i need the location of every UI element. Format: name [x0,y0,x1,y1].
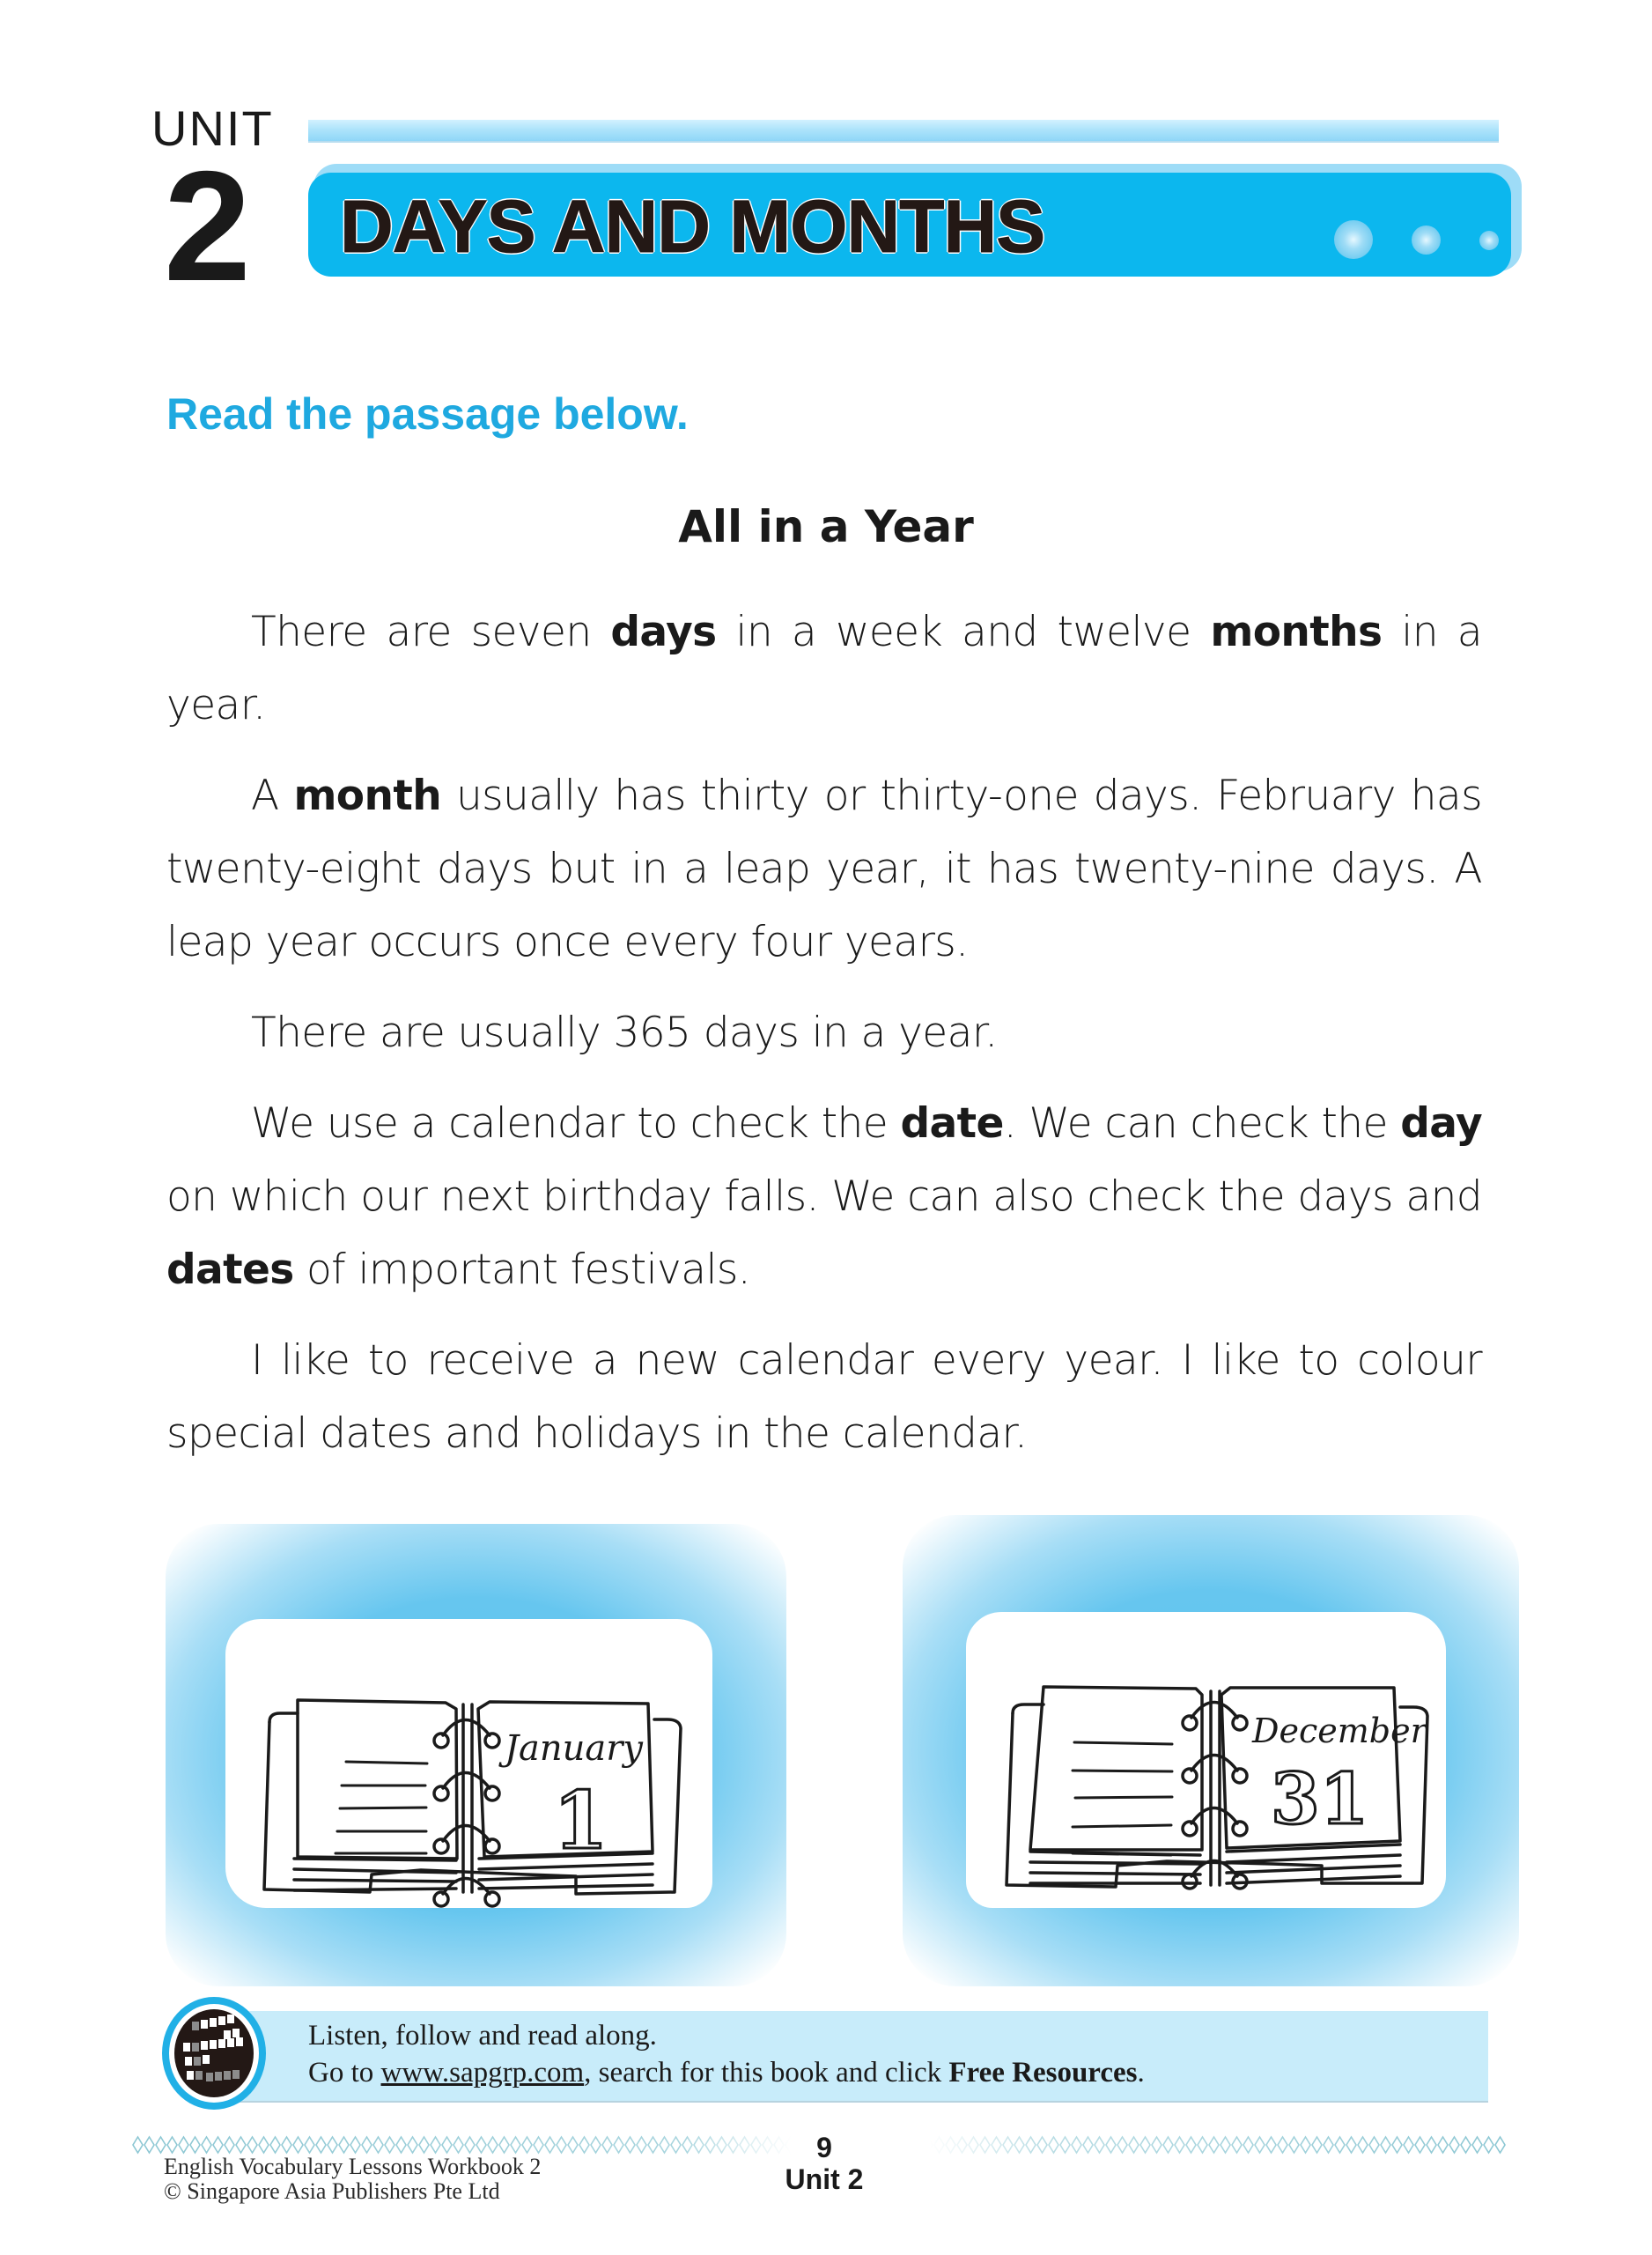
calendar-illustration-december [903,1515,1519,1986]
audio-code-icon-inner [174,2009,254,2097]
passage-paragraph [166,996,1482,1069]
passage-text: There are usually 365 days in a year. [251,1009,998,1057]
barcode-icon [174,2009,254,2097]
passage-text: A [251,772,294,820]
unit-number: 2 [164,138,251,314]
footer-publication-info [164,2155,541,2204]
passage-text: There are seven [251,608,611,656]
audio-line-1: Listen, follow and read along. [308,2020,657,2052]
footer-unit-label: Unit 2 [785,2163,864,2195]
open-calendar-icon [903,1515,1519,1986]
unit-title: DAYS AND MONTHS [340,185,1045,268]
instruction-text: Read the passage below. [166,389,689,439]
calendar-month-january: January [505,1728,643,1769]
passage-text: usually has thirty or thirty-one days. February has twenty-eight days but in a leap year, it has twenty-nine days. A leap year occurs once every four years. [166,772,1482,966]
passage-text: I like to receive a new calendar every year. I like to colour special dates and holidays in the calendar. [166,1336,1482,1458]
vocabulary-word: dates [166,1246,294,1294]
passage-body [166,595,1482,1470]
vocabulary-word: days [610,608,717,656]
audio-line-2-suffix: . [1137,2057,1145,2089]
passage-paragraph [166,759,1482,979]
audio-instructions [308,2017,1145,2091]
passage-paragraph [166,595,1482,742]
calendar-day-31: 31 [1271,1757,1369,1840]
audio-line-2-middle: , search for this book and click [584,2057,949,2089]
passage-title [0,499,1652,555]
passage-text: of important festivals. [293,1246,751,1294]
open-calendar-icon [166,1524,786,1986]
bubble-icon [1412,226,1441,255]
calendar-month-december: December [1252,1712,1427,1750]
vocabulary-word: day [1400,1099,1482,1148]
bubble-icon [1334,220,1373,259]
audio-line-2 [308,2054,1145,2091]
website-link[interactable]: www.sapgrp.com [380,2057,585,2089]
audio-code-icon[interactable] [162,1997,266,2110]
free-resources-label: Free Resources [948,2057,1138,2089]
passage-paragraph [166,1087,1482,1306]
vocabulary-word: month [293,772,442,820]
passage-text: . We can check the [1003,1099,1401,1148]
copyright: © Singapore Asia Publishers Pte Ltd [164,2178,500,2204]
page-number: 9 [816,2132,832,2163]
audio-line-2-prefix: Go to [308,2057,381,2089]
passage-title-text: All in a Year [678,501,974,552]
unit-label: UNIT [151,100,274,156]
passage-text: We use a calendar to check the [251,1099,901,1148]
book-title: English Vocabulary Lessons Workbook 2 [164,2154,542,2179]
header-decorative-bar [308,120,1499,143]
passage-paragraph [166,1324,1482,1470]
passage-text: in a week and twelve [716,608,1211,656]
calendar-illustration-january [166,1524,786,1986]
passage-text: in a year. [166,608,1482,729]
bubble-icon [1479,231,1499,250]
calendar-day-1: 1 [553,1774,608,1867]
vocabulary-word: date [900,1099,1004,1148]
vocabulary-word: months [1210,608,1383,656]
passage-text: on which our next birthday falls. We can also check the days and [166,1172,1482,1221]
